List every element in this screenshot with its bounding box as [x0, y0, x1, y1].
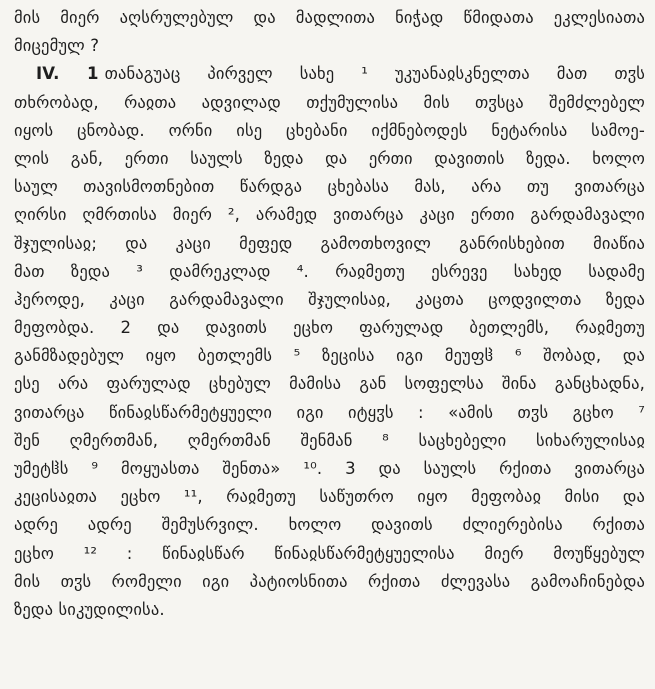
- text-line: ზედა სიკუდილისა.: [14, 599, 165, 619]
- text-line: საულ თავისმოთნებით წარდგა ცხებასა მას, არა თუ ვითარცა: [14, 177, 645, 197]
- text-line: ღირსი ღმრთისა მიერ ², არამედ ვითარცა კაცი ერთი გარდამავალი: [14, 205, 645, 225]
- text-line: ვითარცა წინაჲსწარმეტყუელი იგი იტყჳს : «ამის თჳს გცხო ⁷: [14, 402, 645, 422]
- text-line: მიცემულ ?: [14, 36, 100, 56]
- text-line: შჯულისაჲ; და კაცი მეფედ გამოთხოვილ განრისხებით მიაწია: [14, 233, 645, 253]
- text-line: ადრე ადრე შემუსრვილ. ხოლო დავითს ძლიერებისა რქითა: [14, 515, 645, 535]
- text-line: თხრობად, რაჲთა ადვილად თქუმულისა მის თჳსცა შემძლებელ: [14, 92, 645, 112]
- section-number: IV. 1: [36, 64, 99, 84]
- text-line: მის მიერ აღსრულებულ და მადლითა ნიჭად წმიდათა ეკლესიათა: [14, 8, 645, 27]
- text-line: უმეტჱს ⁹ მოყუასთა შენთა» ¹⁰. 3 და საულს რქითა ვითარცა: [14, 459, 645, 478]
- text-line: განმზადებულ იყო ბეთლემს ⁵ ზეცისა იგი მეუფჱ ⁶ შობად, და: [14, 346, 645, 366]
- text-line: მათ ზედა ³ დამრეკლად ⁴. რაჲმეთუ ესრევე სახედ სადამე: [14, 261, 645, 281]
- text-line: მეფობდა. 2 და დავითს ეცხო ფარულად ბეთლემს, რაჲმეთუ: [14, 318, 645, 338]
- text-line: შენ ღმერთმან, ღმერთმან შენმან ⁸ საცხებელი სიხარულისაჲ: [14, 430, 645, 450]
- text-line: ლის გან, ერთი საულს ზედა და ერთი დავითის ზედა. ხოლო: [14, 148, 645, 168]
- text-line: კეცისაჲთა ეცხო ¹¹, რაჲმეთუ საწუთრო იყო მეფობაჲ მისი და: [14, 487, 645, 507]
- text-line: იყოს ცნობად. ორნი ისე ცხებანი იქმნებოდეს ნეტარისა სამოე-: [14, 120, 645, 140]
- text-line-content: თანაგუაც პირველ სახე ¹ უკუანაჲსკნელთა მათ თჳს: [104, 64, 645, 84]
- text-line: მის თჳს რომელი იგი პატიოსნითა რქითა ძლევასა გამოაჩინებდა: [14, 571, 645, 591]
- text-line: ესე არა ფარულად ცხებულ მამისა გან სოფელსა შინა განცხადნა,: [14, 374, 645, 394]
- text-line: ჰეროდე, კაცი გარდამავალი შჯულისაჲ, კაცთა ცოდვილთა ზედა: [14, 289, 645, 309]
- section-first-line: [14, 60, 645, 88]
- text-line: ეცხო ¹² : წინაჲსწარ წინაჲსწარმეტყუელისა მიერ მოუწყებულ: [14, 543, 645, 563]
